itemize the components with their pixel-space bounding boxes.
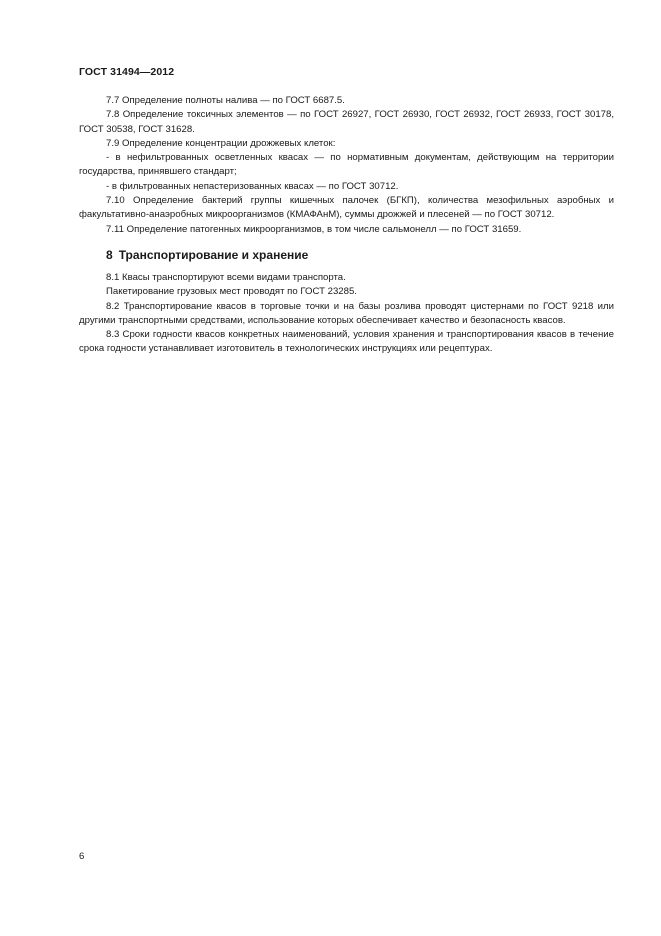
list-item-filtered-kvass: - в фильтрованных непастеризованных квасах — по ГОСТ 30712. xyxy=(106,180,399,192)
paragraph-8-3: 8.3 Сроки годности квасов конкретных наименований, условия хранения и транспортирования квасов в течение срока годности устанавливает изготовитель в технологических инструкциях или рецептурах. xyxy=(79,329,614,355)
list-item-unfiltered-kvass: - в нефильтрованных осветленных квасах — по нормативным документам, действующим на территории государства, принявшего стандарт; xyxy=(79,152,614,178)
paragraph-8-1: 8.1 Квасы транспортируют всеми видами транспорта. xyxy=(106,271,346,283)
paragraph-7-9: 7.9 Определение концентрации дрожжевых клеток: xyxy=(106,137,336,149)
paragraph-8-2: 8.2 Транспортирование квасов в торговые точки и на базы розлива проводят цистернами по ГОСТ 9218 или другими транспортными средствами, использование которых обеспечивает качество и безопасность квасов. xyxy=(79,300,614,326)
paragraph-7-11: 7.11 Определение патогенных микроорганизмов, в том числе сальмонелл — по ГОСТ 31659. xyxy=(106,223,522,235)
page-number: 6 xyxy=(79,851,85,862)
document-body xyxy=(79,94,614,357)
section-title-text: Транспортирование и хранение xyxy=(118,247,309,262)
paragraph-8-1-packaging: Пакетирование грузовых мест проводят по ГОСТ 23285. xyxy=(106,286,357,298)
section-number: 8 xyxy=(106,247,113,262)
paragraph-7-7: 7.7 Определение полноты налива — по ГОСТ 6687.5. xyxy=(106,95,345,106)
paragraph-7-8: 7.8 Определение токсичных элементов — по ГОСТ 26927, ГОСТ 26930, ГОСТ 26932, ГОСТ 26933, ГОСТ 30178, ГОСТ 30538, ГОСТ 31628. xyxy=(79,109,614,135)
document-code-header: ГОСТ 31494—2012 xyxy=(79,66,175,78)
paragraph-7-10: 7.10 Определение бактерий группы кишечных палочек (БГКП), количества мезофильных аэробных и факультативно-анаэробных микроорганизмов (КМАФАнМ), суммы дрожжей и плесеней — по ГОСТ 30712. xyxy=(79,195,614,221)
section-heading-8 xyxy=(79,247,614,263)
